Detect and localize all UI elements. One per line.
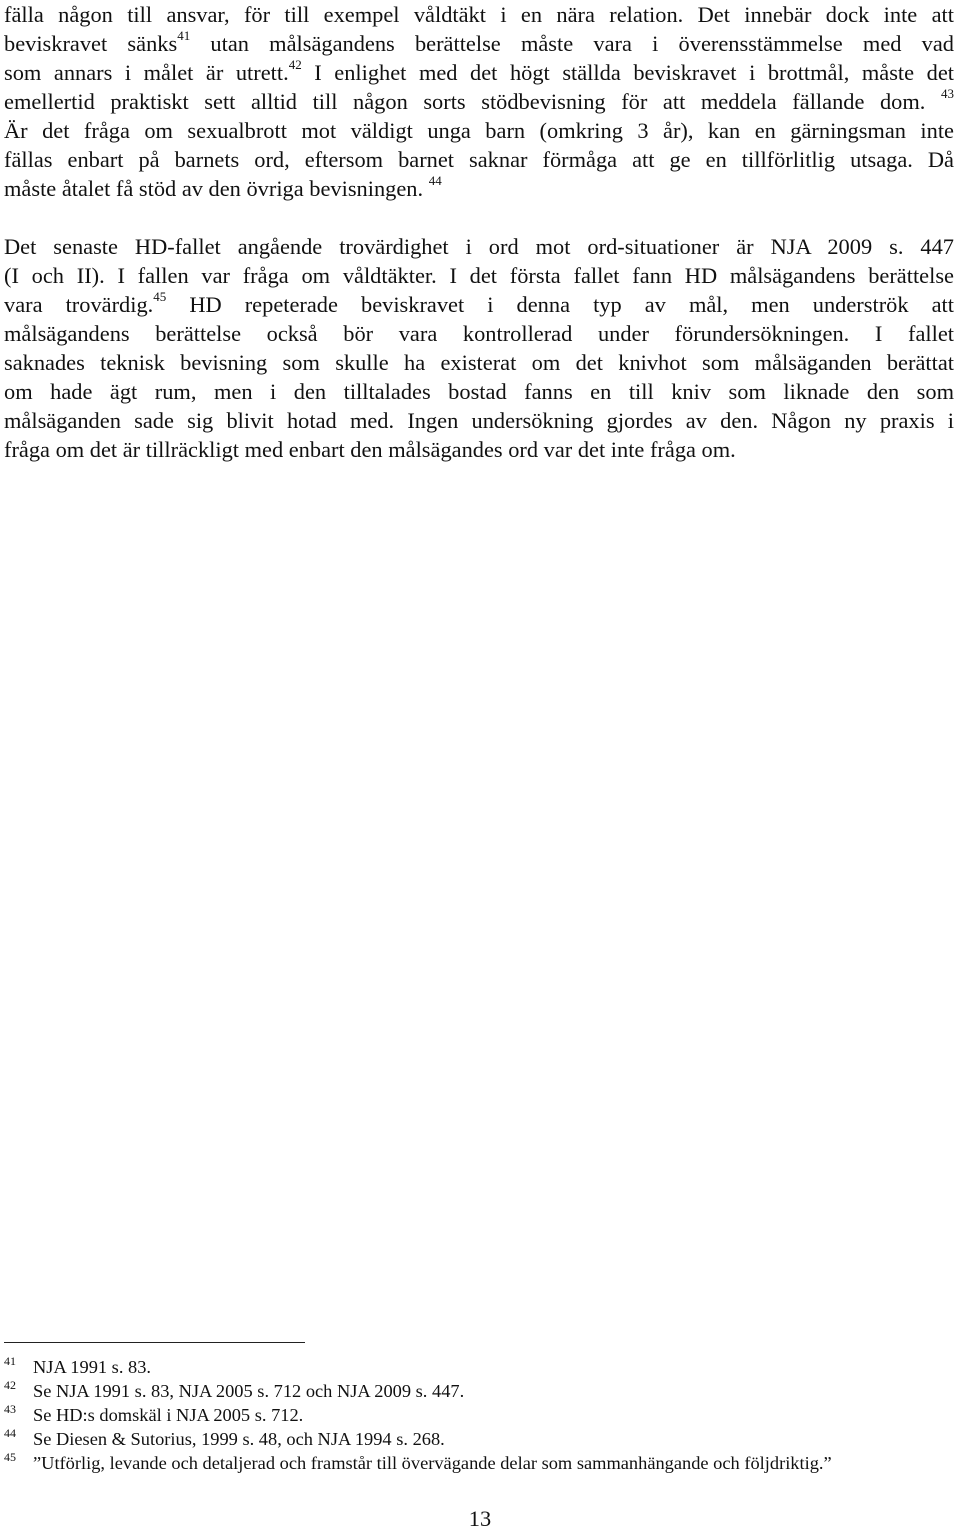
footnote-text: Se Diesen & Sutorius, 1999 s. 48, och NJA 1994 s. 268. [33, 1429, 445, 1449]
text-run: I enlighet med det högt ställda beviskravet i brottmål, måste det [301, 60, 954, 85]
footnote-ref-41[interactable]: 41 [177, 27, 191, 43]
paragraph-2-line-7: målsäganden sade sig blivit hotad med. Ingen undersökning gjordes av den. Någon ny praxis i [4, 408, 954, 433]
footnote-number: 45 [4, 1450, 16, 1464]
paragraph-2-line-3 [4, 290, 954, 319]
footnote-text: Se NJA 1991 s. 83, NJA 2005 s. 712 och NJA 2009 s. 447. [33, 1381, 465, 1401]
footnote-separator [4, 1342, 305, 1343]
paragraph-1-line-6: fällas enbart på barnets ord, eftersom barnet saknar förmåga att ge en tillförlitlig utsaga. Då [4, 147, 954, 172]
text-run: vara trovärdig. [4, 292, 154, 317]
text-run: måste åtalet få stöd av den övriga bevisningen. [4, 176, 424, 201]
page-number: 13 [468, 1506, 492, 1531]
footnote-ref-45[interactable]: 45 [153, 288, 167, 304]
paragraph-1-line-1: fälla någon till ansvar, för till exempel våldtäkt i en nära relation. Det innebär dock inte att [4, 2, 954, 27]
footnote-number: 43 [4, 1402, 16, 1416]
footnote-text: NJA 1991 s. 83. [33, 1357, 152, 1377]
text-run: emellertid praktiskt sett alltid till någon sorts stödbevisning för att meddela fällande dom. [4, 89, 926, 114]
text-run: utan målsägandens berättelse måste vara i överensstämmelse med vad [190, 31, 955, 56]
footnote-ref-42[interactable]: 42 [288, 56, 302, 72]
paragraph-1-line-5: Är det fråga om sexualbrott mot väldigt unga barn (omkring 3 år), kan en gärningsman inte [4, 118, 954, 143]
footnote-ref-43[interactable]: 43 [941, 85, 954, 101]
paragraph-2-line-1: Det senaste HD-fallet angående trovärdighet i ord mot ord-situationer är NJA 2009 s. 447 [4, 234, 954, 259]
text-run: som annars i målet är utrett. [4, 60, 289, 85]
footnote-text: Se HD:s domskäl i NJA 2005 s. 712. [33, 1405, 304, 1425]
text-run: beviskravet sänks [4, 31, 178, 56]
footnote-number: 44 [4, 1426, 16, 1440]
paragraph-2-line-6: om hade ägt rum, men i den tilltalades bostad fanns en till kniv som liknade den som [4, 379, 954, 404]
paragraph-2-line-4: målsägandens berättelse också bör vara kontrollerad under förundersökningen. I fallet [4, 321, 954, 346]
footnote-number: 42 [4, 1378, 16, 1392]
paragraph-2-line-5: saknades teknisk bevisning som skulle ha existerat om det knivhot som målsäganden berättat [4, 350, 954, 375]
paragraph-2-line-8: fråga om det är tillräckligt med enbart den målsägandes ord var det inte fråga om. [4, 437, 736, 462]
footnote-number: 41 [4, 1354, 16, 1368]
paragraph-1-line-2 [4, 29, 954, 58]
paragraph-1-line-7 [4, 174, 954, 203]
text-run: HD repeterade beviskravet i denna typ av mål, men underströk att [166, 292, 954, 317]
paragraph-2-line-2: (I och II). I fallen var fråga om våldtäkter. I det första fallet fann HD målsägandens berättelse [4, 263, 954, 288]
paragraph-1-line-4 [4, 87, 954, 116]
paragraph-1-line-3 [4, 58, 954, 87]
footnote-text: ”Utförlig, levande och detaljerad och framstår till övervägande delar som sammanhängande och följdriktig.” [33, 1453, 832, 1473]
footnote-ref-44[interactable]: 44 [428, 172, 442, 188]
